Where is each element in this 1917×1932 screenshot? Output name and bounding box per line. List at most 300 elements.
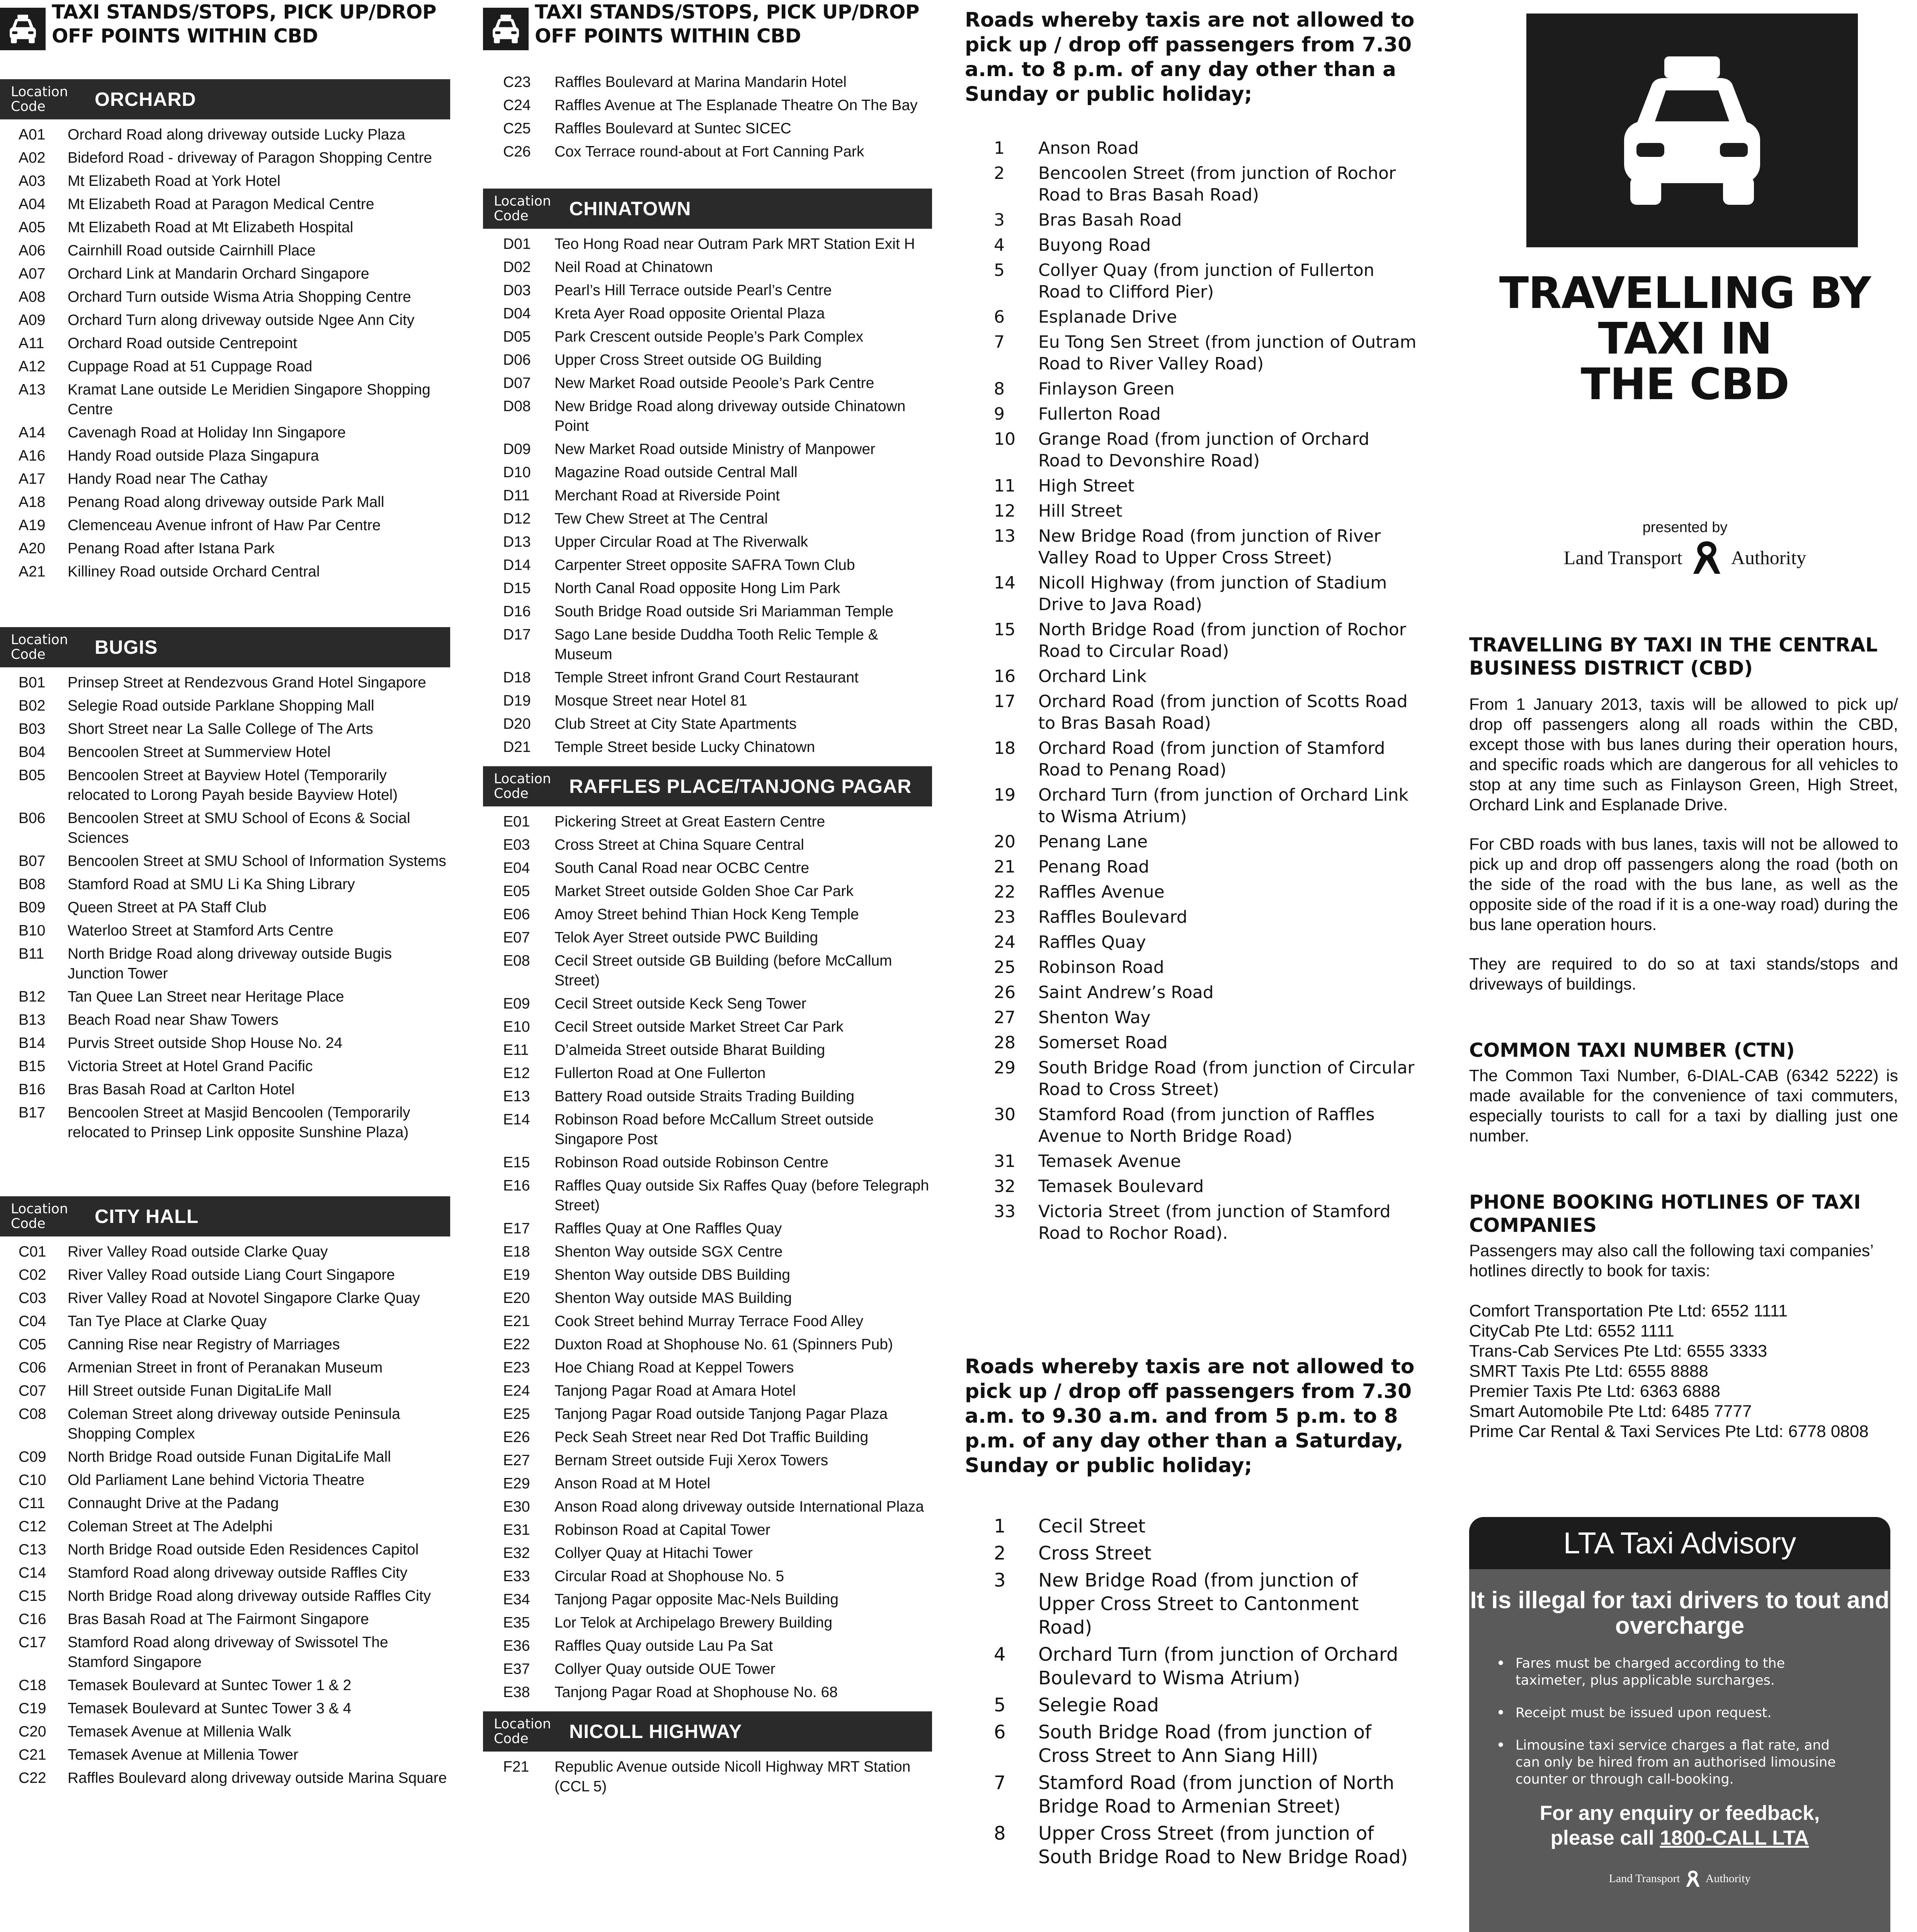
location-description: Park Crescent outside People’s Park Complex bbox=[555, 328, 864, 345]
list-item bbox=[483, 1335, 932, 1354]
section-title: CITY HALL bbox=[95, 1206, 199, 1227]
location-description: South Bridge Road outside Sri Mariamman Temple bbox=[555, 603, 894, 620]
location-description: Cecil Street outside Keck Seng Tower bbox=[555, 995, 806, 1012]
location-code: E34 bbox=[503, 1591, 530, 1608]
bullet-text: Fares must be charged according to the taximeter, plus applicable surcharges. bbox=[1516, 1656, 1785, 1688]
road-number: 12 bbox=[994, 501, 1015, 521]
bullet-text: Receipt must be issued upon request. bbox=[1516, 1705, 1772, 1721]
location-code: E21 bbox=[503, 1313, 530, 1330]
list-item bbox=[0, 874, 450, 894]
location-code: B07 bbox=[19, 853, 46, 869]
list-item bbox=[0, 171, 450, 191]
list-item bbox=[0, 765, 450, 805]
list-item bbox=[483, 119, 932, 138]
restricted-roads-heading-1: Roads whereby taxis are not allowed to pick up / drop off passengers from 7.30 a.m. to 8 p.m. of any day other than a Sunday or public holiday; bbox=[965, 9, 1415, 106]
location-description: Short Street near La Salle College of The Arts bbox=[68, 721, 373, 737]
list-item bbox=[483, 994, 932, 1014]
road-item bbox=[965, 1569, 1417, 1639]
location-code: D20 bbox=[503, 716, 531, 732]
restricted-roads-list-1 bbox=[965, 138, 1417, 1244]
road-number: 5 bbox=[994, 1694, 1006, 1716]
location-description: North Canal Road opposite Hong Lim Park bbox=[555, 580, 840, 597]
section-bar-chinatown bbox=[483, 189, 932, 229]
advisory-footer-line-1: For any enquiry or feedback, bbox=[1539, 1802, 1820, 1825]
location-code: C12 bbox=[19, 1518, 46, 1535]
location-code: B03 bbox=[19, 721, 46, 737]
list-item bbox=[0, 218, 450, 237]
location-code: C07 bbox=[19, 1383, 46, 1399]
list-item bbox=[0, 1265, 450, 1285]
road-number: 8 bbox=[994, 379, 1005, 399]
location-description: Collyer Quay outside OUE Tower bbox=[555, 1661, 776, 1677]
list-item bbox=[0, 1540, 450, 1560]
road-name: Robinson Road bbox=[1038, 957, 1164, 977]
location-description: Bernam Street outside Fuji Xerox Towers bbox=[555, 1452, 828, 1469]
stands-title: TAXI STANDS/STOPS, PICK UP/DROP OFF POINTS WITHIN CBD bbox=[535, 1, 919, 47]
list-item bbox=[0, 469, 450, 489]
location-code-label: Location Code bbox=[494, 194, 551, 224]
road-name: Cross Street bbox=[1038, 1543, 1152, 1564]
location-description: Temasek Avenue at Millenia Walk bbox=[68, 1723, 291, 1740]
road-number: 15 bbox=[994, 620, 1015, 639]
location-description: Cavenagh Road at Holiday Inn Singapore bbox=[68, 424, 346, 441]
road-name: Fullerton Road bbox=[1038, 404, 1161, 424]
location-description: Old Parliament Lane behind Victoria Theatre bbox=[68, 1472, 365, 1488]
location-code: D03 bbox=[503, 282, 531, 299]
location-code: B05 bbox=[19, 767, 46, 784]
list-item bbox=[483, 1040, 932, 1060]
road-number: 8 bbox=[994, 1823, 1006, 1844]
location-description: Upper Circular Road at The Riverwalk bbox=[555, 534, 808, 550]
location-description: Waterloo Street at Stamford Arts Centre bbox=[68, 922, 333, 939]
list-item bbox=[0, 1335, 450, 1354]
location-code: C23 bbox=[503, 74, 531, 90]
list-item bbox=[0, 1675, 450, 1695]
location-description: D’almeida Street outside Bharat Building bbox=[555, 1042, 825, 1058]
location-code: B14 bbox=[19, 1035, 46, 1051]
location-description: North Bridge Road along driveway outside Bugis Junction Tower bbox=[68, 946, 392, 982]
advisory-phone-number[interactable]: 1800-CALL LTA bbox=[1660, 1827, 1809, 1849]
road-item bbox=[965, 982, 1417, 1003]
location-description: Club Street at City State Apartments bbox=[555, 716, 797, 732]
road-number: 17 bbox=[994, 692, 1015, 711]
road-item bbox=[965, 500, 1417, 522]
road-number: 10 bbox=[994, 429, 1015, 449]
road-item bbox=[965, 378, 1417, 400]
location-code: E16 bbox=[503, 1177, 530, 1194]
location-description: Bencoolen Street at SMU School of Econs & Social Sciences bbox=[68, 810, 410, 846]
road-name: Orchard Road (from junction of Scotts Road to Bras Basah Road) bbox=[1038, 692, 1408, 733]
location-code-label: Location Code bbox=[11, 1201, 68, 1231]
road-number: 29 bbox=[994, 1058, 1015, 1078]
hotline-item: Prime Car Rental & Taxi Services Pte Ltd: 6778 0808 bbox=[1469, 1422, 1869, 1441]
list-item bbox=[483, 257, 932, 277]
road-item bbox=[965, 957, 1417, 978]
location-description: Robinson Road at Capital Tower bbox=[555, 1522, 771, 1538]
location-code: B08 bbox=[19, 876, 46, 893]
road-item bbox=[965, 526, 1417, 569]
road-number: 13 bbox=[994, 526, 1015, 546]
road-name: Somerset Road bbox=[1038, 1033, 1168, 1053]
location-description: New Market Road outside Ministry of Manpower bbox=[555, 441, 876, 457]
chinatown-list bbox=[483, 234, 932, 757]
road-item bbox=[965, 1771, 1417, 1818]
location-description: Prinsep Street at Rendezvous Grand Hotel Singapore bbox=[68, 674, 426, 691]
location-code: B13 bbox=[19, 1012, 46, 1028]
section-bar-orchard bbox=[0, 79, 450, 119]
taxi-advisory-box bbox=[1469, 1517, 1890, 1932]
list-item bbox=[483, 350, 932, 370]
road-item bbox=[965, 1201, 1417, 1244]
list-item bbox=[0, 310, 450, 330]
road-item bbox=[965, 881, 1417, 903]
road-name: Selegie Road bbox=[1038, 1694, 1159, 1716]
location-code: B09 bbox=[19, 899, 46, 916]
hotlines-heading: PHONE BOOKING HOTLINES OF TAXI COMPANIES bbox=[1469, 1191, 1861, 1236]
section-title: CHINATOWN bbox=[569, 198, 691, 219]
location-code: D17 bbox=[503, 626, 531, 643]
list-item bbox=[483, 835, 932, 855]
road-item bbox=[965, 306, 1417, 328]
location-code: C10 bbox=[19, 1472, 46, 1488]
location-code: C26 bbox=[503, 143, 531, 160]
list-item bbox=[483, 1497, 932, 1517]
list-item bbox=[0, 851, 450, 871]
location-description: Cairnhill Road outside Cairnhill Place bbox=[68, 242, 316, 259]
location-code: B11 bbox=[19, 946, 44, 962]
location-description: Magazine Road outside Central Mall bbox=[555, 464, 798, 481]
list-item bbox=[0, 492, 450, 512]
location-description: Cuppage Road at 51 Cuppage Road bbox=[68, 358, 313, 375]
location-code: D15 bbox=[503, 580, 531, 597]
location-description: Kramat Lane outside Le Meridien Singapore Shopping Centre bbox=[68, 381, 430, 418]
list-item bbox=[483, 1404, 932, 1424]
location-description: Neil Road at Chinatown bbox=[555, 259, 713, 276]
orchard-list bbox=[0, 125, 450, 582]
road-item bbox=[965, 1643, 1417, 1690]
location-code: B15 bbox=[19, 1058, 46, 1075]
location-code: C22 bbox=[19, 1770, 46, 1786]
location-code: A01 bbox=[19, 126, 46, 143]
road-name: Penang Road bbox=[1038, 857, 1150, 877]
ctn-paragraph: The Common Taxi Number, 6-DIAL-CAB (6342 5222) is made available for the convenience of taxi commuters, especially tourists to call for a taxi by dialling just one number. bbox=[1469, 1066, 1898, 1145]
location-code: C05 bbox=[19, 1336, 46, 1353]
location-description: Duxton Road at Shophouse No. 61 (Spinners Pub) bbox=[555, 1336, 893, 1353]
road-number: 14 bbox=[994, 573, 1015, 593]
location-description: Republic Avenue outside Nicoll Highway MRT Station (CCL 5) bbox=[555, 1759, 911, 1795]
location-description: Kreta Ayer Road opposite Oriental Plaza bbox=[555, 305, 825, 322]
road-item bbox=[965, 163, 1417, 206]
road-item bbox=[965, 831, 1417, 853]
list-item bbox=[0, 1056, 450, 1076]
road-name: Penang Lane bbox=[1038, 832, 1148, 852]
road-item bbox=[965, 260, 1417, 303]
road-name: Anson Road bbox=[1038, 138, 1139, 158]
location-code: E25 bbox=[503, 1406, 530, 1422]
location-code: E15 bbox=[503, 1154, 530, 1171]
location-code: B16 bbox=[19, 1081, 46, 1098]
road-number: 21 bbox=[994, 857, 1015, 877]
location-description: Bencoolen Street at Masjid Bencoolen (Temporarily relocated to Prinsep Link opposite Sunshine Plaza) bbox=[68, 1104, 410, 1141]
list-item bbox=[483, 396, 932, 436]
road-number: 6 bbox=[994, 307, 1005, 327]
location-description: Tanjong Pagar opposite Mac-Nels Building bbox=[555, 1591, 839, 1608]
road-item bbox=[965, 784, 1417, 828]
location-code: E09 bbox=[503, 995, 530, 1012]
location-code: D10 bbox=[503, 464, 531, 481]
location-description: Bras Basah Road at Carlton Hotel bbox=[68, 1081, 295, 1098]
list-item bbox=[483, 1311, 932, 1331]
location-code: E19 bbox=[503, 1267, 530, 1283]
road-item bbox=[965, 666, 1417, 687]
main-title bbox=[1453, 268, 1917, 410]
list-item bbox=[0, 1699, 450, 1718]
location-description: Raffles Quay outside Lau Pa Sat bbox=[555, 1638, 773, 1654]
location-description: Connaught Drive at the Padang bbox=[68, 1495, 279, 1512]
location-description: Peck Seah Street near Red Dot Traffic Building bbox=[555, 1429, 869, 1446]
list-item bbox=[0, 148, 450, 168]
list-item bbox=[0, 1242, 450, 1262]
road-item bbox=[965, 475, 1417, 497]
location-code: A03 bbox=[19, 173, 46, 189]
road-number: 31 bbox=[994, 1151, 1015, 1171]
ctn-heading: COMMON TAXI NUMBER (CTN) bbox=[1469, 1039, 1795, 1061]
location-code: F21 bbox=[503, 1759, 529, 1775]
location-description: Tanjong Pagar Road outside Tanjong Pagar Plaza bbox=[555, 1406, 888, 1422]
location-code: E30 bbox=[503, 1498, 530, 1515]
road-item bbox=[965, 403, 1417, 425]
location-code: A13 bbox=[19, 381, 46, 398]
road-number: 32 bbox=[994, 1177, 1015, 1196]
location-code: E35 bbox=[503, 1614, 530, 1631]
location-code: A16 bbox=[19, 447, 46, 464]
location-code: C02 bbox=[19, 1267, 46, 1283]
location-description: River Valley Road outside Clarke Quay bbox=[68, 1243, 328, 1260]
location-code: C13 bbox=[19, 1541, 46, 1558]
location-description: Mt Elizabeth Road at York Hotel bbox=[68, 173, 281, 189]
list-item bbox=[0, 719, 450, 739]
location-code: E31 bbox=[503, 1522, 530, 1538]
list-item bbox=[483, 1017, 932, 1037]
location-description: Armenian Street in front of Peranakan Museum bbox=[68, 1359, 383, 1376]
location-description: Tanjong Pagar Road at Amara Hotel bbox=[555, 1383, 796, 1399]
list-item bbox=[483, 1219, 932, 1238]
location-description: Coleman Street along driveway outside Peninsula Shopping Complex bbox=[68, 1406, 400, 1442]
road-number: 7 bbox=[994, 1772, 1006, 1794]
column-4 bbox=[1453, 0, 1917, 1885]
location-code: E37 bbox=[503, 1661, 530, 1677]
road-name: Orchard Turn (from junction of Orchard Link to Wisma Atrium) bbox=[1038, 785, 1408, 827]
section-bar-nicoll bbox=[483, 1711, 932, 1752]
list-item bbox=[0, 1080, 450, 1099]
list-item bbox=[0, 944, 450, 983]
list-item bbox=[483, 691, 932, 711]
road-number: 26 bbox=[994, 983, 1015, 1002]
list-item bbox=[0, 742, 450, 762]
list-item bbox=[483, 1451, 932, 1470]
location-description: Cook Street behind Murray Terrace Food Alley bbox=[555, 1313, 864, 1330]
stands-header bbox=[0, 0, 450, 52]
list-item bbox=[0, 539, 450, 558]
location-description: Bideford Road - driveway of Paragon Shopping Centre bbox=[68, 150, 432, 166]
road-name: Orchard Turn (from junction of Orchard Boulevard to Wisma Atrium) bbox=[1038, 1644, 1398, 1689]
location-code: E05 bbox=[503, 883, 530, 900]
list-item bbox=[0, 1381, 450, 1401]
list-item bbox=[0, 380, 450, 419]
list-item bbox=[0, 562, 450, 582]
road-name: Eu Tong Sen Street (from junction of Outram Road to River Valley Road) bbox=[1038, 332, 1417, 374]
location-code-label: Location Code bbox=[11, 84, 68, 114]
location-description: Stamford Road along driveway of Swissotel The Stamford Singapore bbox=[68, 1634, 388, 1670]
location-code: E29 bbox=[503, 1475, 530, 1492]
road-name: Raffles Boulevard bbox=[1038, 907, 1187, 927]
list-item bbox=[0, 1768, 450, 1788]
location-description: Robinson Road outside Robinson Centre bbox=[555, 1154, 828, 1171]
location-code: C21 bbox=[19, 1747, 46, 1763]
road-name: Raffles Avenue bbox=[1038, 882, 1165, 902]
advisory-title: LTA Taxi Advisory bbox=[1469, 1517, 1890, 1569]
location-code: A17 bbox=[19, 471, 46, 487]
location-description: Mt Elizabeth Road at Paragon Medical Centre bbox=[68, 196, 374, 213]
road-number: 20 bbox=[994, 832, 1015, 852]
location-description: Teo Hong Road near Outram Park MRT Station Exit H bbox=[555, 236, 915, 252]
location-description: Bras Basah Road at The Fairmont Singapore bbox=[68, 1611, 369, 1628]
list-item bbox=[483, 95, 932, 115]
location-code: E03 bbox=[503, 837, 530, 853]
location-description: Shenton Way outside MAS Building bbox=[555, 1290, 792, 1306]
list-item bbox=[483, 1153, 932, 1172]
location-description: Collyer Quay at Hitachi Tower bbox=[555, 1545, 753, 1561]
location-description: Shenton Way outside DBS Building bbox=[555, 1267, 790, 1283]
road-name: Shenton Way bbox=[1038, 1008, 1151, 1027]
lta-emblem-icon bbox=[1689, 540, 1724, 575]
location-code: A04 bbox=[19, 196, 46, 213]
location-code: A19 bbox=[19, 517, 46, 534]
road-item bbox=[965, 1694, 1417, 1717]
list-item bbox=[483, 532, 932, 552]
road-item bbox=[965, 691, 1417, 734]
location-code: B06 bbox=[19, 810, 46, 827]
location-code: E24 bbox=[503, 1383, 530, 1399]
location-description: Circular Road at Shophouse No. 5 bbox=[555, 1568, 784, 1585]
list-item bbox=[483, 1590, 932, 1609]
location-description: Temasek Boulevard at Suntec Tower 3 & 4 bbox=[68, 1700, 352, 1717]
location-description: Temasek Avenue at Millenia Tower bbox=[68, 1747, 298, 1763]
list-item bbox=[483, 1427, 932, 1447]
list-item bbox=[483, 951, 932, 990]
location-code: C01 bbox=[19, 1243, 46, 1260]
location-description: Robinson Road before McCallum Street outside Singapore Post bbox=[555, 1111, 874, 1148]
location-description: Anson Road at M Hotel bbox=[555, 1475, 711, 1492]
list-item bbox=[483, 1288, 932, 1308]
location-description: Queen Street at PA Staff Club bbox=[68, 899, 267, 916]
road-name: South Bridge Road (from junction of Cross Street to Ann Siang Hill) bbox=[1038, 1721, 1371, 1767]
list-item bbox=[0, 1609, 450, 1629]
road-name: North Bridge Road (from junction of Rochor Road to Circular Road) bbox=[1038, 620, 1406, 661]
list-item bbox=[483, 578, 932, 598]
hotline-item: SMRT Taxis Pte Ltd: 6555 8888 bbox=[1469, 1362, 1708, 1381]
location-description: Cecil Street outside GB Building (before McCallum Street) bbox=[555, 952, 892, 989]
location-code: D13 bbox=[503, 534, 531, 550]
road-name: Cecil Street bbox=[1038, 1515, 1146, 1537]
logo-text-left: Land Transport bbox=[1609, 1872, 1680, 1885]
road-item bbox=[965, 332, 1417, 375]
list-item bbox=[0, 987, 450, 1007]
road-item bbox=[965, 1822, 1417, 1869]
road-name: Temasek Boulevard bbox=[1038, 1177, 1204, 1196]
location-code: E11 bbox=[503, 1042, 529, 1058]
road-item bbox=[965, 1032, 1417, 1054]
road-item bbox=[965, 1721, 1417, 1768]
location-description: Beach Road near Shaw Towers bbox=[68, 1012, 279, 1028]
road-number: 3 bbox=[994, 210, 1005, 230]
road-number: 24 bbox=[994, 932, 1015, 952]
list-item bbox=[483, 714, 932, 734]
road-name: Finlayson Green bbox=[1038, 379, 1175, 399]
lta-logo-small bbox=[1469, 1870, 1890, 1888]
location-code: C16 bbox=[19, 1611, 46, 1628]
road-name: New Bridge Road (from junction of Upper Cross Street to Cantonment Road) bbox=[1038, 1570, 1359, 1638]
location-description: New Bridge Road along driveway outside Chinatown Point bbox=[555, 398, 906, 434]
location-code: C04 bbox=[19, 1313, 46, 1330]
location-code: E04 bbox=[503, 860, 530, 876]
list-item bbox=[483, 463, 932, 482]
location-code: D21 bbox=[503, 739, 531, 755]
location-description: Orchard Road outside Centrepoint bbox=[68, 335, 298, 352]
list-item bbox=[483, 905, 932, 924]
location-description: Cecil Street outside Market Street Car Park bbox=[555, 1019, 844, 1035]
location-code: A06 bbox=[19, 242, 46, 259]
location-description: Cross Street at China Square Central bbox=[555, 837, 804, 853]
road-name: New Bridge Road (from junction of River Valley Road to Upper Cross Street) bbox=[1038, 526, 1381, 568]
list-item bbox=[483, 1636, 932, 1656]
road-item bbox=[965, 1515, 1417, 1538]
location-code: C14 bbox=[19, 1565, 46, 1581]
road-number: 6 bbox=[994, 1721, 1006, 1743]
location-description: Telok Ayer Street outside PWC Building bbox=[555, 929, 818, 946]
location-description: Raffles Avenue at The Esplanade Theatre On The Bay bbox=[555, 97, 918, 114]
list-item bbox=[0, 898, 450, 917]
road-number: 3 bbox=[994, 1570, 1006, 1591]
road-number: 25 bbox=[994, 957, 1015, 977]
road-number: 22 bbox=[994, 882, 1015, 902]
location-description: Handy Road outside Plaza Singapura bbox=[68, 447, 319, 464]
location-description: Anson Road along driveway outside International Plaza bbox=[555, 1498, 924, 1515]
road-number: 9 bbox=[994, 404, 1005, 424]
location-code: E14 bbox=[503, 1111, 530, 1128]
location-description: Battery Road outside Straits Trading Building bbox=[555, 1088, 855, 1105]
location-description: Raffles Boulevard at Marina Mandarin Hotel bbox=[555, 74, 847, 90]
list-item bbox=[483, 812, 932, 832]
list-item bbox=[483, 1110, 932, 1149]
lta-emblem-icon bbox=[1684, 1870, 1702, 1888]
location-code: E33 bbox=[503, 1568, 530, 1585]
location-description: Hill Street outside Funan DigitaLife Mall bbox=[68, 1383, 332, 1399]
road-number: 2 bbox=[994, 1543, 1006, 1564]
section-bar-bugis bbox=[0, 627, 450, 667]
location-description: Shenton Way outside SGX Centre bbox=[555, 1243, 783, 1260]
bullet-text: Limousine taxi service charges a flat rate, and can only be hired from an authorised limousine counter or through call-booking. bbox=[1516, 1738, 1836, 1787]
stands-header bbox=[483, 0, 932, 52]
location-description: Selegie Road outside Parklane Shopping Mall bbox=[68, 697, 374, 714]
section-bar-raffles bbox=[483, 766, 932, 806]
location-code: E32 bbox=[503, 1545, 530, 1561]
road-number: 11 bbox=[994, 476, 1015, 496]
location-description: Fullerton Road at One Fullerton bbox=[555, 1065, 766, 1082]
road-number: 23 bbox=[994, 907, 1015, 927]
location-code: E26 bbox=[503, 1429, 530, 1446]
logo-text-right: Authority bbox=[1705, 1872, 1751, 1885]
